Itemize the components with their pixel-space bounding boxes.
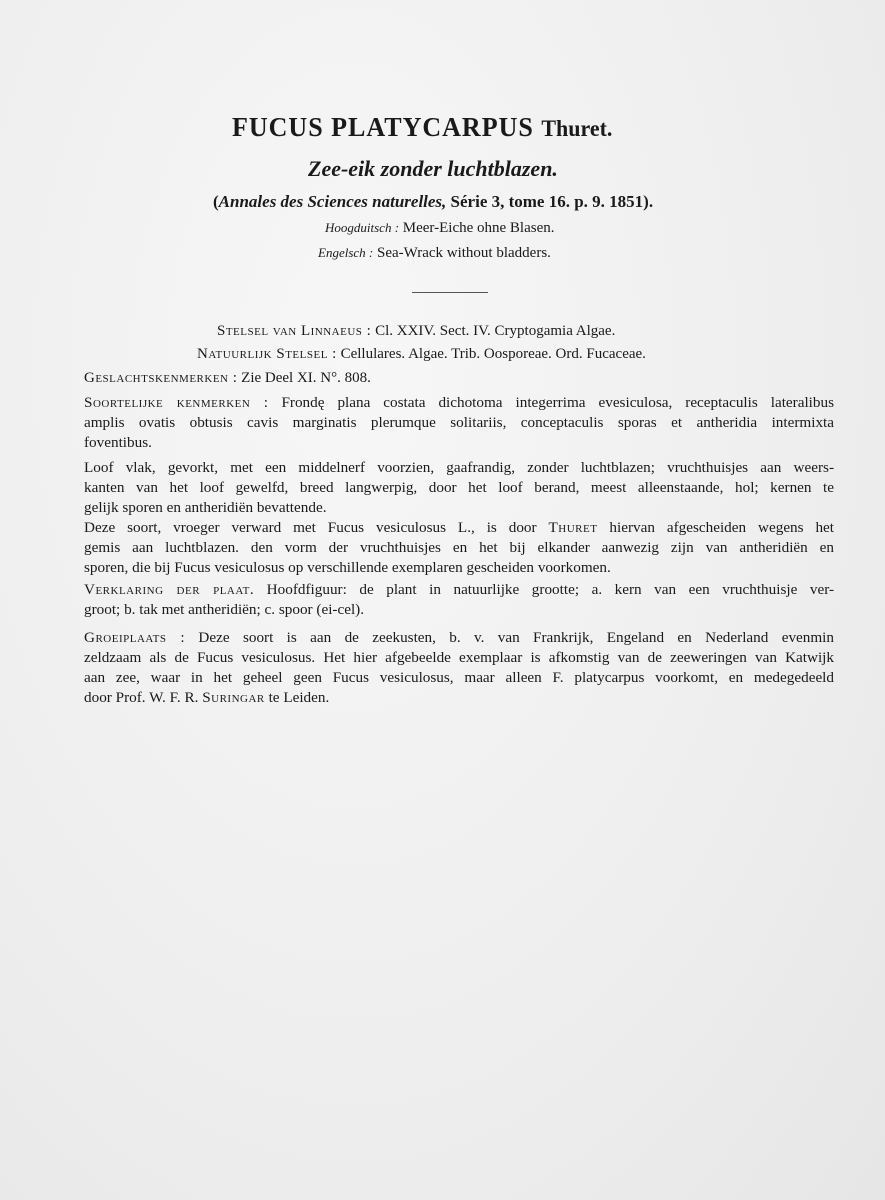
description: Loof vlak, gevorkt, met een middelnerf voorzien, gaafrandig, zonder luchtblazen; vruchthuisjes aan weers- kanten van het loof gewelfd, breed langwerpig, door het loof berand, meest alleenstaande, hol; kernen te gelijk sporen en antheridiën bevattende. xyxy=(84,459,834,516)
habitat: Groeiplaats : Deze soort is aan de zeekusten, b. v. van Frankrijk, Engeland en Nederland evenmin zeldzaam als de Fucus vesiculosus. Het hier afgebeelde exemplaar is afkomstig van de zeeweringen van Katwijk aan zee, waar in het geheel geen Fucus vesiculosus, maar alleen F. platycarpus voorkomt, en medegedeeld door Prof. W. F. R. Suringar te Leiden. xyxy=(84,629,834,706)
author-suringar: Suringar xyxy=(202,689,265,706)
natural-system: Natuurlijk Stelsel : Cellulares. Algae. Trib. Oosporeae. Ord. Fucaceae. xyxy=(197,346,646,362)
dutch-common-name: Zee-eik zonder luchtblazen. xyxy=(308,156,558,181)
citation-rest: Série 3, tome 16. p. 9. 1851). xyxy=(450,192,654,211)
citation: (Annales des Sciences naturelles, Série 3, tome 16. p. 9. 1851). xyxy=(213,192,654,211)
german-name: Hoogduitsch : Meer-Eiche ohne Blasen. xyxy=(325,220,555,236)
title-author: Thuret. xyxy=(541,115,613,142)
title-main: FUCUS PLATYCARPUS xyxy=(232,112,534,143)
genus-characters: Geslachtskenmerken : Zie Deel XI. N°. 808. xyxy=(84,370,371,386)
english-name: Engelsch : Sea-Wrack without bladders. xyxy=(318,245,551,261)
species-characters: Soortelijke kenmerken : Frondę plana costata dichotoma integerrima evesiculosa, receptaculis lateralibus amplis ovatis obtusis cavis marginatis plerumque solitariis, conceptaculis sporas et antheridia intermixta foventibus. xyxy=(84,394,834,451)
remark: Deze soort, vroeger verward met Fucus vesiculosus L., is door Thuret hiervan afgescheiden wegens het gemis aan luchtblazen. den vorm der vruchthuisjes en het bij elkander aanwezig zijn van antheridiën en sporen, die bij Fucus vesiculosus op verschillende exemplaren gescheiden voorkomen. xyxy=(84,519,835,576)
divider xyxy=(412,292,488,293)
author-thuret: Thuret xyxy=(548,519,598,536)
linnaeus-system: Stelsel van Linnaeus : Cl. XXIV. Sect. IV. Cryptogamia Algae. xyxy=(217,323,616,339)
species-title xyxy=(232,112,612,144)
species-characters-label: Soortelijke kenmerken : xyxy=(84,394,269,411)
plate-explanation: Verklaring der plaat. Hoofdfiguur: de plant in natuurlijke grootte; a. kern van een vruchthuisje ver- groot; b. tak met antheridiën; c. spoor (ei-cel). xyxy=(84,581,835,618)
citation-journal: Annales des Sciences naturelles, xyxy=(218,192,447,211)
